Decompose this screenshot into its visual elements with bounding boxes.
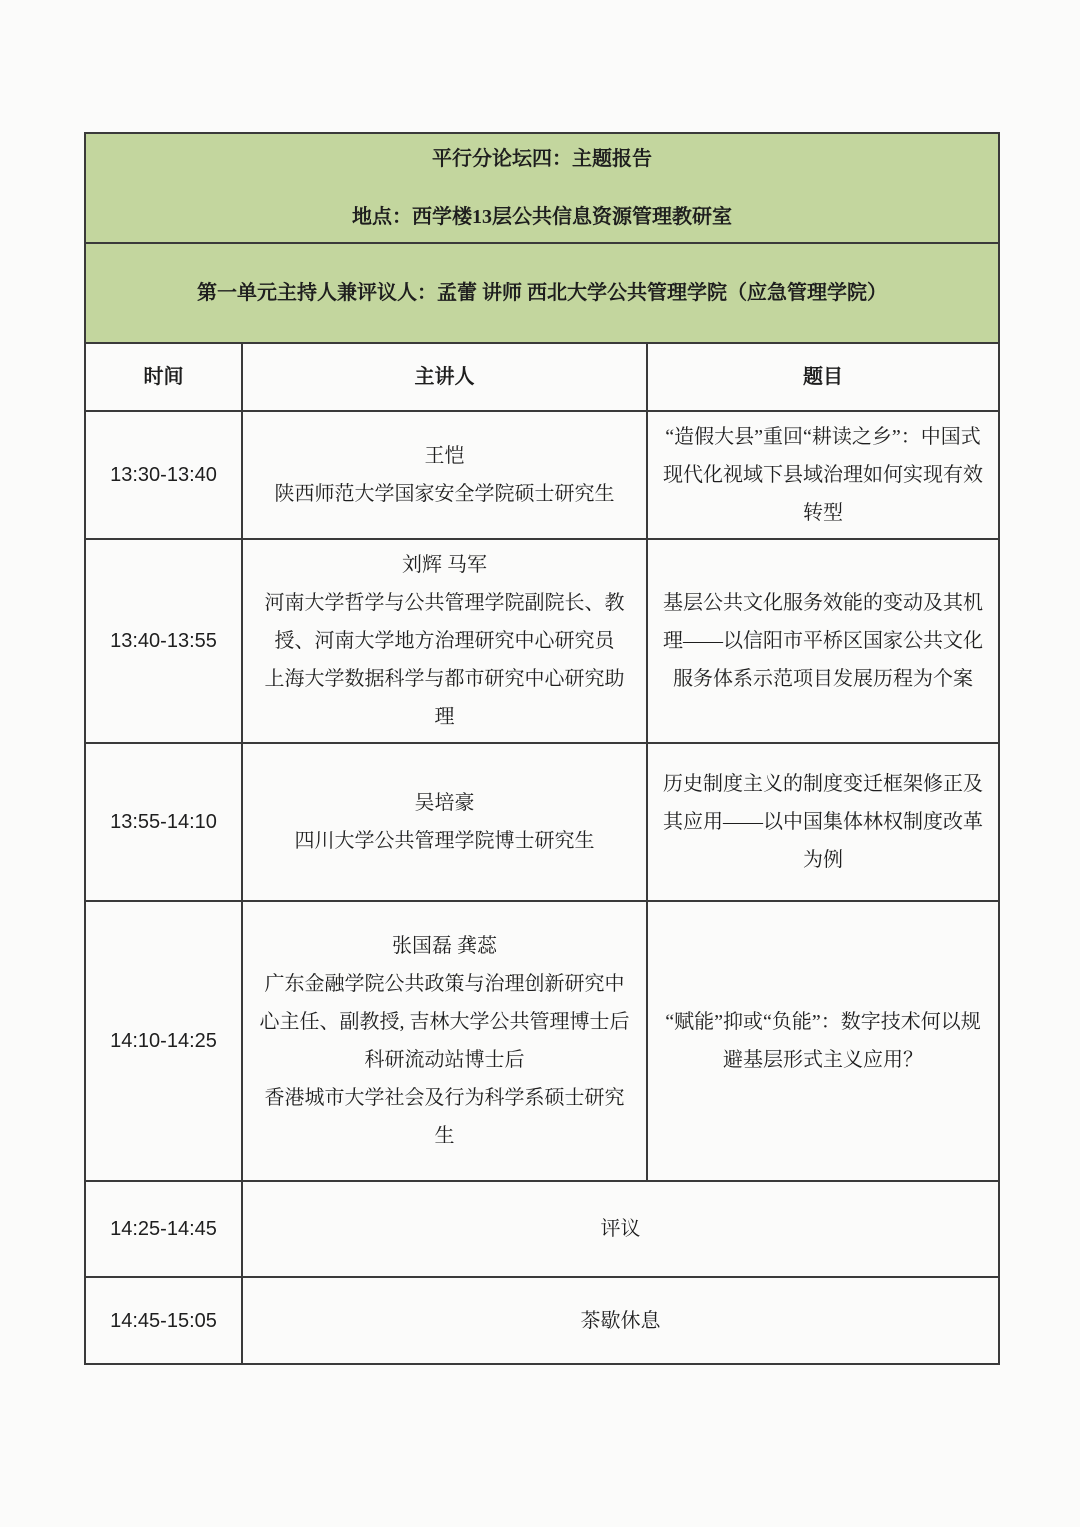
speaker-affiliation: 广东金融学院公共政策与治理创新研究中心主任、副教授, 吉林大学公共管理博士后科研流动站博士后	[259, 973, 630, 1071]
table-row	[85, 411, 999, 539]
speaker-cell	[242, 743, 647, 901]
table-row	[85, 539, 999, 743]
topic-cell: “赋能”抑或“负能”：数字技术何以规避基层形式主义应用？	[647, 901, 999, 1181]
time-cell: 14:25-14:45	[85, 1181, 242, 1277]
speaker-affiliation: 陕西师范大学国家安全学院硕士研究生	[274, 483, 615, 505]
session-label: 评议	[242, 1181, 999, 1277]
speaker-cell	[242, 901, 647, 1181]
topic-cell: 基层公共文化服务效能的变动及其机理——以信阳市平桥区国家公共文化服务体系示范项目发展历程为个案	[647, 539, 999, 743]
session-row	[85, 1181, 999, 1277]
time-cell: 13:40-13:55	[85, 539, 242, 743]
schedule-table	[84, 132, 1000, 1365]
speaker-affiliation: 上海大学数据科学与都市研究中心研究助理	[264, 668, 625, 728]
topic-cell: 历史制度主义的制度变迁框架修正及其应用——以中国集体林权制度改革为例	[647, 743, 999, 901]
table-row	[85, 901, 999, 1181]
host-row	[85, 243, 999, 343]
speaker-affiliation: 河南大学哲学与公共管理学院副院长、教授、河南大学地方治理研究中心研究员	[264, 592, 625, 652]
forum-location: 地点：西学楼13层公共信息资源管理教研室	[352, 206, 733, 228]
speaker-affiliation: 香港城市大学社会及行为科学系硕士研究生	[264, 1087, 625, 1147]
time-cell: 14:10-14:25	[85, 901, 242, 1181]
topic-cell: “造假大县”重回“耕读之乡”：中国式现代化视域下县域治理如何实现有效转型	[647, 411, 999, 539]
speaker-name: 张国磊 龚蕊	[392, 935, 497, 957]
time-cell: 13:55-14:10	[85, 743, 242, 901]
time-cell: 14:45-15:05	[85, 1277, 242, 1364]
column-header-time: 时间	[85, 343, 242, 411]
forum-title: 平行分论坛四：主题报告	[432, 148, 653, 170]
speaker-name: 刘辉 马军	[402, 554, 487, 576]
host-cell: 第一单元主持人兼评议人：孟蕾 讲师 西北大学公共管理学院（应急管理学院）	[85, 243, 999, 343]
forum-header-row	[85, 133, 999, 243]
time-cell: 13:30-13:40	[85, 411, 242, 539]
speaker-cell	[242, 411, 647, 539]
speaker-cell	[242, 539, 647, 743]
forum-header-cell	[85, 133, 999, 243]
session-row	[85, 1277, 999, 1364]
speaker-affiliation: 四川大学公共管理学院博士研究生	[294, 830, 595, 852]
table-row	[85, 743, 999, 901]
speaker-name: 王恺	[424, 445, 465, 467]
column-header-row	[85, 343, 999, 411]
column-header-topic: 题目	[647, 343, 999, 411]
column-header-speaker: 主讲人	[242, 343, 647, 411]
speaker-name: 吴培豪	[414, 792, 475, 814]
session-label: 茶歇休息	[242, 1277, 999, 1364]
